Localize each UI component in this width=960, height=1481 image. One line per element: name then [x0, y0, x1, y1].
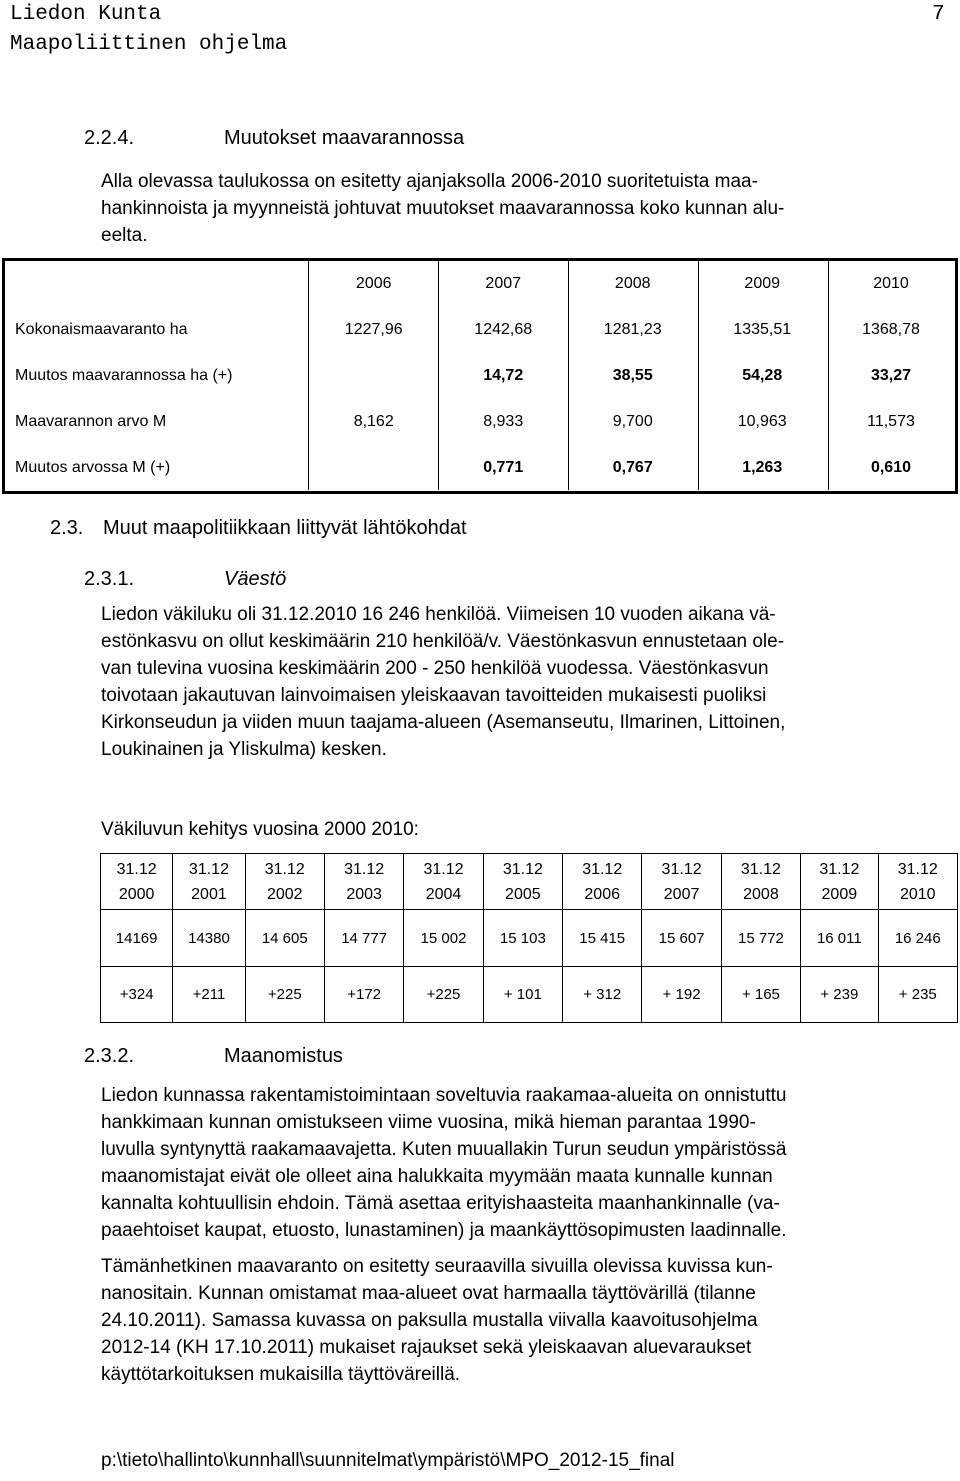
- table-header-cell: [173, 854, 245, 910]
- section-231-paragraph: [101, 601, 946, 763]
- table-header-cell: [404, 854, 483, 910]
- paragraph-line: hankkimaan kunnan omistukseen viime vuosina, mikä hieman parantaa 1990-: [101, 1112, 756, 1133]
- table-cell: + 235: [878, 967, 957, 1023]
- section-231-title: Väestö: [224, 568, 287, 590]
- table-row: [4, 307, 957, 353]
- section-232-paragraph-2: [101, 1253, 946, 1388]
- table-header-cell: [245, 854, 324, 910]
- table-cell: 0,610: [870, 459, 911, 476]
- year-label: 2004: [425, 885, 462, 903]
- year-label: 2006: [584, 885, 620, 903]
- table-cell: +172: [324, 967, 403, 1023]
- table-cell: + 101: [483, 967, 562, 1023]
- year-label: 2001: [191, 885, 227, 903]
- paragraph-line: 2012-14 (KH 17.10.2011) mukaiset rajaukset sekä yleiskaavan aluevaraukset: [101, 1337, 752, 1358]
- table-row: [4, 399, 957, 445]
- table-header-cell: [878, 854, 957, 910]
- row-label: Kokonaismaavaranto ha: [15, 321, 188, 338]
- table-cell: 15 103: [483, 910, 562, 967]
- section-224-title: Muutokset maavarannossa: [224, 127, 465, 149]
- table-cell: 1281,23: [603, 321, 662, 338]
- table-header-cell: [324, 854, 403, 910]
- table-row: [4, 445, 957, 493]
- table-cell: 15 002: [404, 910, 483, 967]
- section-232-paragraph-1: [101, 1082, 946, 1244]
- table-cell: +211: [173, 967, 245, 1023]
- population-row: [101, 910, 958, 967]
- row-label: Muutos maavarannossa ha (+): [15, 367, 233, 384]
- population-table: [100, 853, 958, 1023]
- intro-line: eelta.: [101, 225, 148, 246]
- paragraph-line: luvulla syntynyttä raakamaavajetta. Kuten muuallakin Turun seudun ympäristössä: [101, 1139, 787, 1160]
- table-cell: 14,72: [483, 367, 524, 384]
- section-23-number: 2.3.: [50, 517, 84, 539]
- table-header-row: [4, 260, 957, 308]
- year-label: 2010: [899, 885, 936, 903]
- date-label: 31.12: [264, 860, 305, 878]
- row-label: Maavarannon arvo M: [15, 413, 167, 430]
- table-header-row: [101, 854, 958, 910]
- table-cell: 14169: [101, 910, 173, 967]
- paragraph-line: van tulevina vuosina keskimäärin 200 - 250 henkilöä vuodessa. Väestönkasvun: [101, 658, 769, 679]
- section-232-number: 2.3.2.: [84, 1045, 135, 1067]
- date-label: 31.12: [344, 860, 385, 878]
- paragraph-line: käyttötarkoituksen mukaisilla täyttöväreillä.: [101, 1364, 461, 1385]
- date-label: 31.12: [188, 860, 229, 878]
- header-org: Liedon Kunta: [10, 3, 162, 26]
- year-header: 2007: [485, 275, 522, 292]
- table-cell: [309, 445, 439, 493]
- year-label: 2009: [821, 885, 858, 903]
- table-cell: 0,771: [483, 459, 524, 476]
- date-label: 31.12: [740, 860, 781, 878]
- table-cell: +225: [404, 967, 483, 1023]
- table-cell: + 165: [721, 967, 800, 1023]
- table-cell: [4, 260, 309, 308]
- column-divider: [828, 261, 829, 490]
- year-label: 2002: [266, 885, 303, 903]
- table-cell: + 239: [801, 967, 878, 1023]
- table-cell: 1242,68: [474, 321, 533, 338]
- section-23-title: Muut maapolitiikkaan liittyvät lähtökohdat: [103, 517, 467, 539]
- table-cell: +225: [245, 967, 324, 1023]
- table-cell: 1227,96: [344, 321, 403, 338]
- year-header: 2008: [614, 275, 651, 292]
- table-cell: 11,573: [867, 413, 915, 430]
- paragraph-line: kannalta kohtuullisin ehdoin. Tämä asettaa erityishaasteita maanhankinnalle (va-: [101, 1193, 780, 1214]
- table-header-cell: [642, 854, 721, 910]
- table-cell: 8,933: [483, 413, 524, 430]
- year-label: 2007: [663, 885, 700, 903]
- section-231-number: 2.3.1.: [84, 568, 135, 590]
- table-cell: 54,28: [742, 367, 783, 384]
- paragraph-line: Kirkonseudun ja viiden muun taajama-alueen (Asemanseutu, Ilmarinen, Littoinen,: [101, 712, 786, 733]
- column-divider: [698, 261, 699, 490]
- table-cell: 16 246: [878, 910, 957, 967]
- intro-line: Alla olevassa taulukossa on esitetty ajanjaksolla 2006-2010 suoritetuista maa-: [101, 171, 758, 192]
- intro-line: hankinnoista ja myynneistä johtuvat muutokset maavarannossa koko kunnan alu-: [101, 198, 785, 219]
- section-224-intro: [101, 168, 941, 249]
- footer-file-path: p:\tieto\hallinto\kunnhall\suunnitelmat\ympäristö\MPO_2012-15_final: [101, 1450, 675, 1471]
- table-cell: 15 772: [721, 910, 800, 967]
- paragraph-line: paaehtoiset kaupat, etuosto, lunastaminen) ja maankäyttösopimusten laadinnalle.: [101, 1220, 787, 1241]
- column-divider: [568, 261, 569, 490]
- table-cell: 15 607: [642, 910, 721, 967]
- year-label: 2000: [118, 885, 155, 903]
- date-label: 31.12: [502, 860, 543, 878]
- table-cell: 0,767: [612, 459, 653, 476]
- table-cell: +324: [101, 967, 173, 1023]
- table-cell: 14 777: [324, 910, 403, 967]
- table-cell: 1335,51: [733, 321, 792, 338]
- year-label: 2005: [505, 885, 541, 903]
- year-label: 2003: [346, 885, 382, 903]
- year-header: 2009: [744, 275, 781, 292]
- column-divider: [438, 261, 439, 490]
- table-cell: 33,27: [870, 367, 911, 384]
- header-doc-title: Maapoliittinen ohjelma: [10, 33, 288, 56]
- date-label: 31.12: [582, 860, 623, 878]
- table-cell: 9,700: [612, 413, 653, 430]
- table-cell: 14 605: [245, 910, 324, 967]
- page-number: 7: [932, 3, 945, 26]
- table-cell: 1,263: [742, 459, 783, 476]
- table-cell: 38,55: [612, 367, 653, 384]
- date-label: 31.12: [661, 860, 702, 878]
- table-header-cell: [563, 854, 642, 910]
- table-cell: 16 011: [801, 910, 878, 967]
- change-row: [101, 967, 958, 1023]
- paragraph-line: Liedon kunnassa rakentamistoimintaan soveltuvia raakamaa-alueita on onnistuttu: [101, 1085, 787, 1106]
- column-divider: [308, 261, 309, 490]
- table-cell: 1368,78: [862, 321, 920, 338]
- section-232-title: Maanomistus: [224, 1045, 343, 1067]
- date-label: 31.12: [819, 860, 860, 878]
- population-table-caption: Väkiluvun kehitys vuosina 2000 2010:: [101, 819, 419, 840]
- table-header-cell: [483, 854, 562, 910]
- table-header-cell: [801, 854, 878, 910]
- date-label: 31.12: [897, 860, 938, 878]
- section-224-number: 2.2.4.: [84, 127, 135, 149]
- year-label: 2008: [743, 885, 779, 903]
- land-reserve-table: [2, 258, 958, 494]
- table-cell: [309, 353, 439, 399]
- table-cell: 10,963: [737, 413, 787, 430]
- table-cell: 8,162: [353, 413, 394, 430]
- table-row: [4, 353, 957, 399]
- date-label: 31.12: [423, 860, 464, 878]
- year-header: 2010: [873, 275, 909, 292]
- date-label: 31.12: [116, 860, 157, 878]
- paragraph-line: estönkasvu on ollut keskimäärin 210 henkilöä/v. Väestönkasvun ennustetaan ole-: [101, 631, 785, 652]
- table-cell: 15 415: [563, 910, 642, 967]
- table-cell: + 312: [563, 967, 642, 1023]
- paragraph-line: 24.10.2011). Samassa kuvassa on paksulla mustalla viivalla kaavoitusohjelma: [101, 1310, 758, 1331]
- paragraph-line: Loukinainen ja Yliskulma) kesken.: [101, 739, 387, 760]
- paragraph-line: maanomistajat eivät ole olleet aina halukkaita myymään maata kunnalle kunnan: [101, 1166, 773, 1187]
- paragraph-line: toivotaan jakautuvan lainvoimaisen yleiskaavan tavoitteiden mukaisesti puoliksi: [101, 685, 767, 706]
- table-cell: 14380: [173, 910, 245, 967]
- table-header-cell: [101, 854, 173, 910]
- table-header-cell: [721, 854, 800, 910]
- paragraph-line: nanositain. Kunnan omistamat maa-alueet ovat harmaalla täyttövärillä (tilanne: [101, 1283, 756, 1304]
- row-label: Muutos arvossa M (+): [15, 459, 171, 476]
- paragraph-line: Tämänhetkinen maavaranto on esitetty seuraavilla sivuilla olevissa kuvissa kun-: [101, 1256, 773, 1277]
- paragraph-line: Liedon väkiluku oli 31.12.2010 16 246 henkilöä. Viimeisen 10 vuoden aikana vä-: [101, 604, 776, 625]
- table-cell: + 192: [642, 967, 721, 1023]
- year-header: 2006: [355, 275, 392, 292]
